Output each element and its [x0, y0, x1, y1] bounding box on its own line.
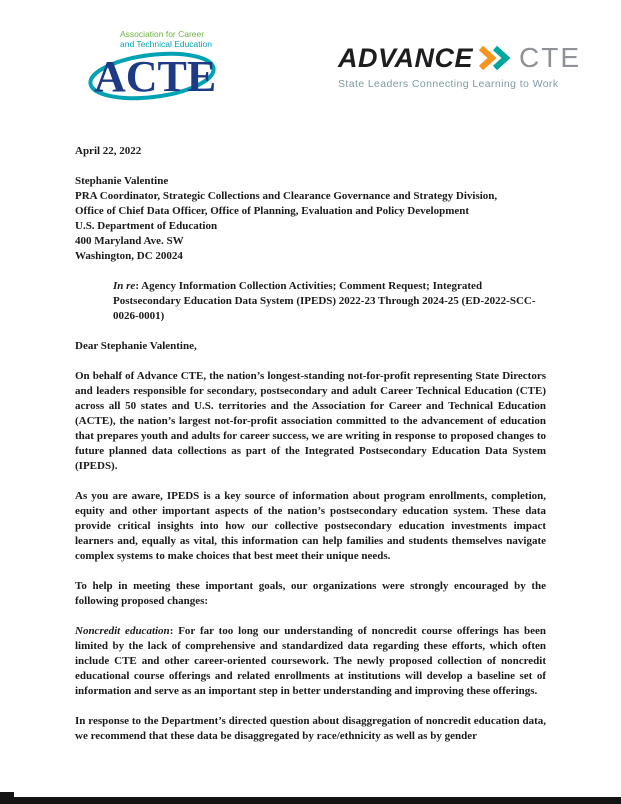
recipient-block — [75, 174, 546, 264]
double-chevron-icon — [477, 45, 517, 71]
recipient-line: PRA Coordinator, Strategic Collections and Clearance Governance and Strategy Division, — [75, 190, 498, 202]
cte-word: CTE — [519, 42, 581, 73]
svg-text:and Technical Education: and Technical Education — [120, 39, 212, 49]
body-paragraph: To help in meeting these important goals, our organizations were strongly encouraged by the following proposed changes: — [75, 580, 546, 607]
letter-body — [0, 108, 621, 744]
advance-cte-tagline: State Leaders Connecting Learning to Work — [337, 78, 559, 90]
svg-text:ACTE: ACTE — [94, 52, 217, 101]
recipient-line: 400 Maryland Ave. SW — [75, 235, 184, 247]
noncredit-text: : For far too long our understanding of noncredit course offerings has been limited by the lack of comprehensive and standardized data regarding these efforts, which often include CTE and other career-oriented coursework. The newly proposed collection of noncredit educational course offerings and related enrollments at institutions will develop a baseline set of information and serve as an important step in better understanding and improving these offerings. — [75, 625, 546, 697]
logo-header — [0, 0, 621, 108]
salutation: Dear Stephanie Valentine, — [75, 340, 197, 352]
noncredit-lead: Noncredit education — [75, 625, 170, 637]
in-re-text: : Agency Information Collection Activities; Comment Request; Integrated Postsecondary Education Data System (IPEDS) 2022-23 Through 2024-25 (ED-2022-SCC-0026-0001) — [113, 280, 536, 322]
subject-line — [113, 279, 546, 324]
body-paragraph-noncredit — [75, 624, 546, 699]
body-paragraph: As you are aware, IPEDS is a key source of information about program enrollments, completion, equity and other important aspects of the nation’s postsecondary education system. These data provide critical insights into how our collective postsecondary education investments impact learners and, equally as vital, this information can help families and students themselves navigate complex systems to make choices that best meet their unique needs. — [75, 490, 546, 562]
advance-cte-wordmark — [338, 42, 581, 74]
acte-logo — [86, 26, 226, 108]
advance-cte-logo — [338, 42, 581, 90]
recipient-line: U.S. Department of Education — [75, 220, 218, 232]
svg-text:Association for Career: Association for Career — [120, 29, 205, 39]
acte-logo-graphic — [86, 26, 226, 108]
recipient-line: Office of Chief Data Officer, Office of Planning, Evaluation and Policy Development — [75, 205, 470, 217]
recipient-line: Stephanie Valentine — [75, 175, 169, 187]
body-paragraph: On behalf of Advance CTE, the nation’s longest-standing not-for-profit representing State Directors and leaders responsible for secondary, postsecondary and adult Career Technical Education (CTE) across all 50 states and U.S. territories and the Association for Career and Technical Education (ACTE), the nation’s largest not-for-profit association committed to the advancement of education that prepares youth and adults for career success, we are writing in response to proposed changes to future planned data collections as part of the Integrated Postsecondary Education Data System (IPEDS). — [75, 370, 546, 472]
date-line: April 22, 2022 — [75, 145, 142, 157]
in-re-label: In re — [113, 280, 136, 292]
recipient-line: Washington, DC 20024 — [75, 250, 183, 262]
advance-word: ADVANCE — [337, 42, 473, 73]
body-paragraph: In response to the Department’s directed question about disaggregation of noncredit education data, we recommend that these data be disaggregated by race/ethnicity as well as by gender — [75, 715, 546, 742]
page-bottom-edge — [0, 797, 621, 804]
